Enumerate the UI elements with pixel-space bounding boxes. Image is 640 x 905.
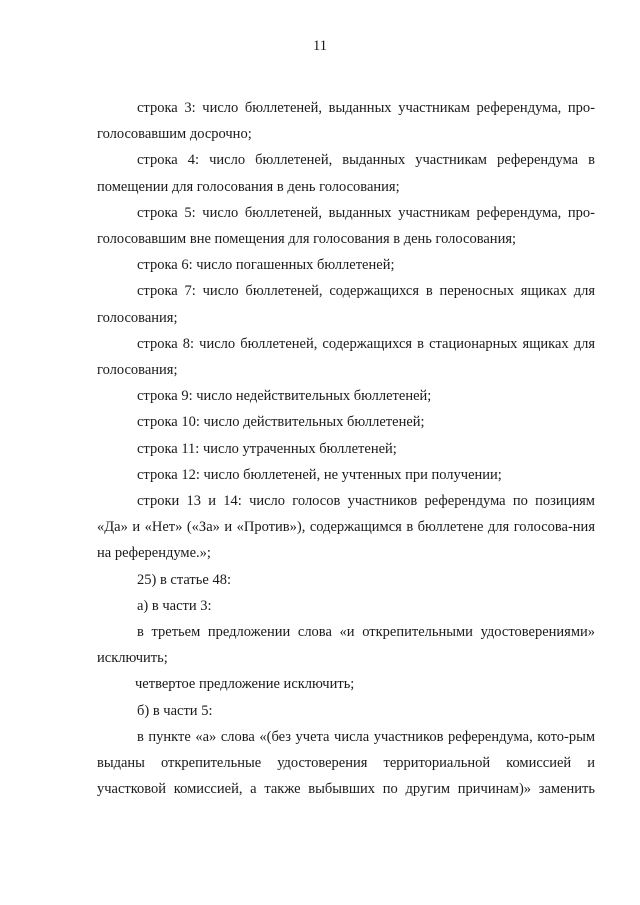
paragraph-line-8: строка 8: число бюллетеней, содержащихся в стационарных ящиках для голосования; <box>97 335 595 379</box>
paragraph-line-12: строка 12: число бюллетеней, не учтенных при получении; <box>137 466 502 483</box>
page-number: 11 <box>313 38 327 54</box>
paragraph-line-3: строка 3: число бюллетеней, выданных участникам референдума, про-голосовавшим досрочно; <box>97 100 595 143</box>
paragraph-item-25: 25) в статье 48: <box>137 571 231 588</box>
paragraph-lines-13-14: строки 13 и 14: число голосов участников референдума по позициям «Да» и «Нет» («За» и «Против»), содержащимся в бюллетене для голосова-ния на референдуме.»; <box>97 493 595 562</box>
document-body <box>97 95 595 802</box>
paragraph-line-10: строка 10: число действительных бюллетеней; <box>137 414 425 431</box>
paragraph-fourth-sentence: четвертое предложение исключить; <box>135 676 355 693</box>
paragraph-line-9: строка 9: число недействительных бюллетеней; <box>137 388 432 405</box>
paragraph-point-a: в пункте «а» слова «(без учета числа участников референдума, кото-рым выданы открепительные удостоверения территориальной комиссией и участковой комиссией, а также выбывших по другим причинам)» заменить <box>97 728 595 798</box>
paragraph-line-7: строка 7: число бюллетеней, содержащихся в переносных ящиках для голосования; <box>97 283 595 326</box>
paragraph-subitem-b: б) в части 5: <box>137 702 213 719</box>
paragraph-subitem-a: а) в части 3: <box>137 597 212 614</box>
paragraph-line-11: строка 11: число утраченных бюллетеней; <box>137 440 397 457</box>
paragraph-line-6: строка 6: число погашенных бюллетеней; <box>137 257 395 274</box>
paragraph-line-5: строка 5: число бюллетеней, выданных участникам референдума, про-голосовавшим вне помещения для голосования в день голосования; <box>97 204 595 248</box>
paragraph-third-sentence: в третьем предложении слова «и открепительными удостоверениями» исключить; <box>97 624 595 667</box>
paragraph-line-4: строка 4: число бюллетеней, выданных участникам референдума в помещении для голосования в день голосования; <box>97 152 595 195</box>
